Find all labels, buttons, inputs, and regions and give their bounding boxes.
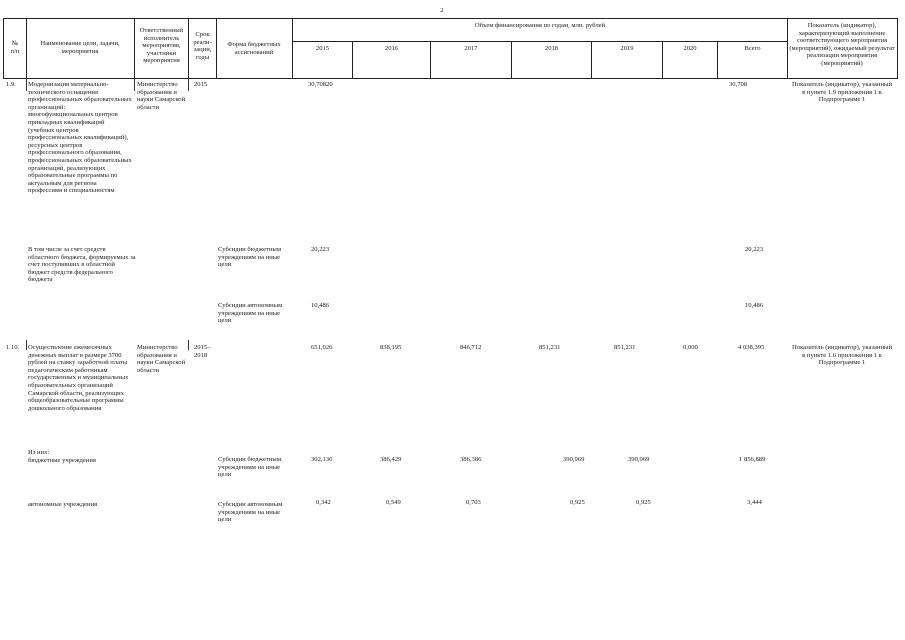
header-year-2016: 2016 <box>384 45 399 52</box>
row-value-2015: 0,342 <box>316 499 331 506</box>
row-value-2015: 30,70820 <box>308 81 333 88</box>
row-value-2016: 386,429 <box>380 456 402 463</box>
row-form: Субсидии бюджетным учреждениям на иные цели <box>218 246 282 269</box>
header-year-2015: 2015 <box>315 45 330 52</box>
row-indicator: Показатель (индикатор), указанный в пункте 1.6 приложения 1 к Подпрограмме 1 <box>792 344 892 367</box>
row-value-2020: 0,000 <box>683 344 698 351</box>
row-value-2018: 390,969 <box>563 456 585 463</box>
row-value-2018: 0,925 <box>570 499 585 506</box>
row-form: Субсидии автономным учреждениям на иные цели <box>218 501 283 524</box>
page-number: 2 <box>440 7 444 14</box>
row-indicator: Показатель (индикатор), указанный в пункте 1.9 приложения 1 к Подпрограмме 1 <box>792 81 892 104</box>
header-term: Срок реали-зации, годы <box>193 31 212 61</box>
header-volume: Объем финансирования по годам, млн. рублей <box>474 22 606 29</box>
header-year-2019: 2019 <box>620 45 634 52</box>
row-value-2015: 302,136 <box>311 456 333 463</box>
row-value-2019: 851,231 <box>614 344 636 351</box>
row-value-total: 10,486 <box>745 302 764 309</box>
header-indicator: Показатель (индикатор), характеризующий выполнение соответствующего мероприятия (мероприятий), ожидаемый результат реализации мероприятия (мероприятий) <box>789 22 895 67</box>
row-value-total: 3,444 <box>747 499 762 506</box>
header-num: № п/п <box>10 40 20 55</box>
row-value-total: 1 856,889 <box>739 456 766 463</box>
header-year-2018: 2018 <box>544 45 559 52</box>
row-value-2016: 838,195 <box>380 344 402 351</box>
row-value-2017: 846,712 <box>460 344 482 351</box>
row-term: 2015 <box>194 81 208 88</box>
header-year-total: Всего <box>744 45 761 52</box>
row-name: Модернизация материально-технического оснащения профессиональных образовательных организаций: многофункциональных центров прикладных квалификаций (учебных центров профессиональных квалификаций), ресурсных центров профессионального образования, профессиональных образовательных организаций, реализующих образовательные программы по актуальным для региона профессиям и специальностям <box>28 81 132 195</box>
header-form: Форма бюджетных ассигнований <box>227 41 281 56</box>
row-value-2016: 0,549 <box>386 499 401 506</box>
row-responsible: Министерство образования и науки Самарской области <box>137 344 186 374</box>
row-name: автономные учреждения <box>28 501 98 508</box>
row-number: 1.9. <box>6 81 16 88</box>
row-value-2015: 651,026 <box>311 344 333 351</box>
row-value-2017: 386,386 <box>460 456 482 463</box>
row-value-total: 30,708 <box>729 81 748 88</box>
header-responsible: Ответственный исполнитель мероприятия, участники мероприятия <box>139 27 184 65</box>
row-value-2015: 20,223 <box>311 246 330 253</box>
row-value-2015: 10,486 <box>311 302 330 309</box>
header-name: Наименование цели, задачи, мероприятия <box>40 40 120 55</box>
row-form: Субсидии бюджетным учреждениям на иные цели <box>218 456 282 479</box>
row-term: 2015–2018 <box>194 344 211 359</box>
row-name: Из них: бюджетные учреждения <box>28 449 96 464</box>
row-value-total: 4 038,395 <box>738 344 765 351</box>
row-form: Субсидии автономным учреждениям на иные цели <box>218 302 283 325</box>
row-value-2017: 0,703 <box>466 499 481 506</box>
header-year-2017: 2017 <box>464 45 478 52</box>
header-year-2020: 2020 <box>683 45 697 52</box>
row-name: Осуществление ежемесячных денежных выплат в размере 3700 рублей на ставку заработной платы педагогическим работникам государственных и муниципальных образовательных организаций Самарской области, реализующих общеобразовательные программы дошкольного образования <box>28 344 129 412</box>
row-value-total: 20,223 <box>745 246 764 253</box>
row-value-2018: 851,231 <box>539 344 561 351</box>
row-name: В том числе за счет средств областного бюджета, формируемых за счет поступивших в областной бюджет средств федерального бюджета <box>28 246 136 284</box>
row-value-2019: 0,925 <box>636 499 651 506</box>
row-number: 1.10. <box>6 344 20 351</box>
row-value-2019: 390,969 <box>628 456 650 463</box>
row-responsible: Министерство образования и науки Самарской области <box>137 81 186 111</box>
